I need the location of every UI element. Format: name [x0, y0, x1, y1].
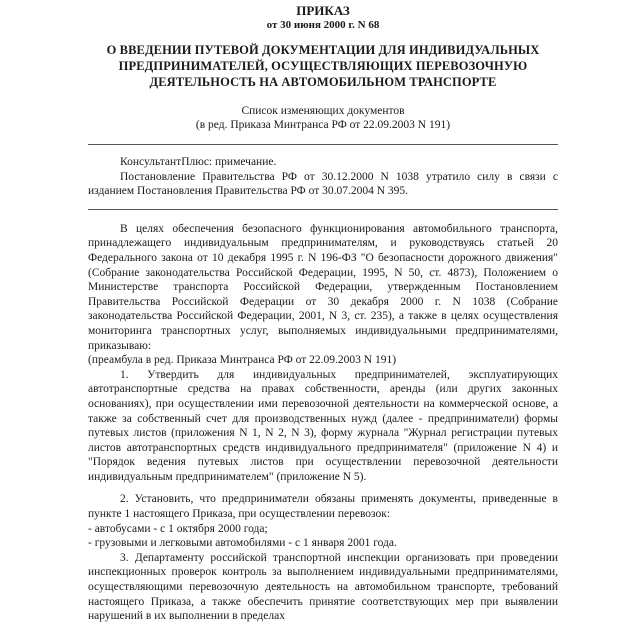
amendments-list-title: Список изменяющих документов [241, 105, 405, 117]
title-line: О ВВЕДЕНИИ ПУТЕВОЙ ДОКУМЕНТАЦИИ ДЛЯ ИНДИВИДУАЛЬНЫХ [106, 43, 540, 57]
preamble-paragraph: В целях обеспечения безопасного функционирования автомобильного транспорта, принадлежащего индивидуальным предпринимателям, и руководствуясь статьей 20 Федерального закона от 10 декабря 1995 г. N 196-ФЗ "О безопасности дорожного движения" (Собрание законодательства Российской Федерации, 1995, N 50, ст. 4873), Положением о Министерстве транспорта Российской Федерации, утвержденным Постановлением Правительства Российской Федерации от 30 декабря 2000 г. N 1038 (Собрание законодательства Российской Федерации, 2001, N 3, ст. 235), а также в целях осуществления мониторинга транспортных услуг, выполняемых индивидуальными предпринимателями, приказываю: [88, 222, 558, 352]
preamble-amendment-ref: (преамбула в ред. Приказа Минтранса РФ от 22.09.2003 N 191) [88, 354, 397, 367]
order-date: от 30 июня 2000 г. N 68 [266, 19, 380, 31]
divider-bottom [88, 209, 558, 210]
amendments-list-ref: (в ред. Приказа Минтранса РФ от 22.09.2003 N 191) [195, 119, 451, 131]
note-text: Постановление Правительства РФ от 30.12.2000 N 1038 утратило силу в связи с изданием Постановления Правительства РФ от 30.07.2004 N 395. [88, 170, 558, 198]
note-label: КонсультантПлюс: примечание. [120, 156, 277, 168]
item-2-paragraph: 2. Установить, что предприниматели обязаны применять документы, приведенные в пункте 1 настоящего Приказа, при осуществлении перевозок: [88, 493, 558, 521]
document-title [88, 42, 558, 90]
order-heading: ПРИКАЗ [296, 3, 350, 18]
document-page [88, 0, 558, 640]
title-line: ДЕЯТЕЛЬНОСТЬ НА АВТОМОБИЛЬНОМ ТРАНСПОРТЕ [149, 75, 497, 89]
item-2-subitem: - автобусами - с 1 октября 2000 года; [88, 522, 268, 535]
item-2-subitem: - грузовыми и легковыми автомобилями - с 1 января 2001 года. [88, 537, 397, 550]
divider-top [88, 144, 558, 145]
item-3-paragraph: 3. Департаменту российской транспортной инспекции организовать при проведении инспекционных проверок контроль за выполнением индивидуальными предпринимателями, осуществляющими перевозочную деятельность на автомобильном транспорте, требований настоящего Приказа, а также обеспечить принятие соответствующих мер при выявлении нарушений в их выполнении в пределах [88, 551, 558, 623]
item-1-paragraph: 1. Утвердить для индивидуальных предпринимателей, эксплуатирующих автотранспортные средства на правах собственности, аренды (или других законных основаниях), при осуществлении ими перевозочной деятельности на коммерческой основе, а также за собственный счет для производственных нужд (далее - предприниматели) формы путевых листов (приложения N 1, N 2, N 3), форму журнала "Журнал регистрации путевых листов автотранспортных средств индивидуального предпринимателя" (приложение N 4) и "Порядок ведения путевых листов при осуществлении перевозочной деятельности индивидуальным предпринимателем" (приложение N 5). [88, 368, 558, 483]
title-line: ПРЕДПРИНИМАТЕЛЕЙ, ОСУЩЕСТВЛЯЮЩИХ ПЕРЕВОЗОЧНУЮ [118, 59, 528, 73]
